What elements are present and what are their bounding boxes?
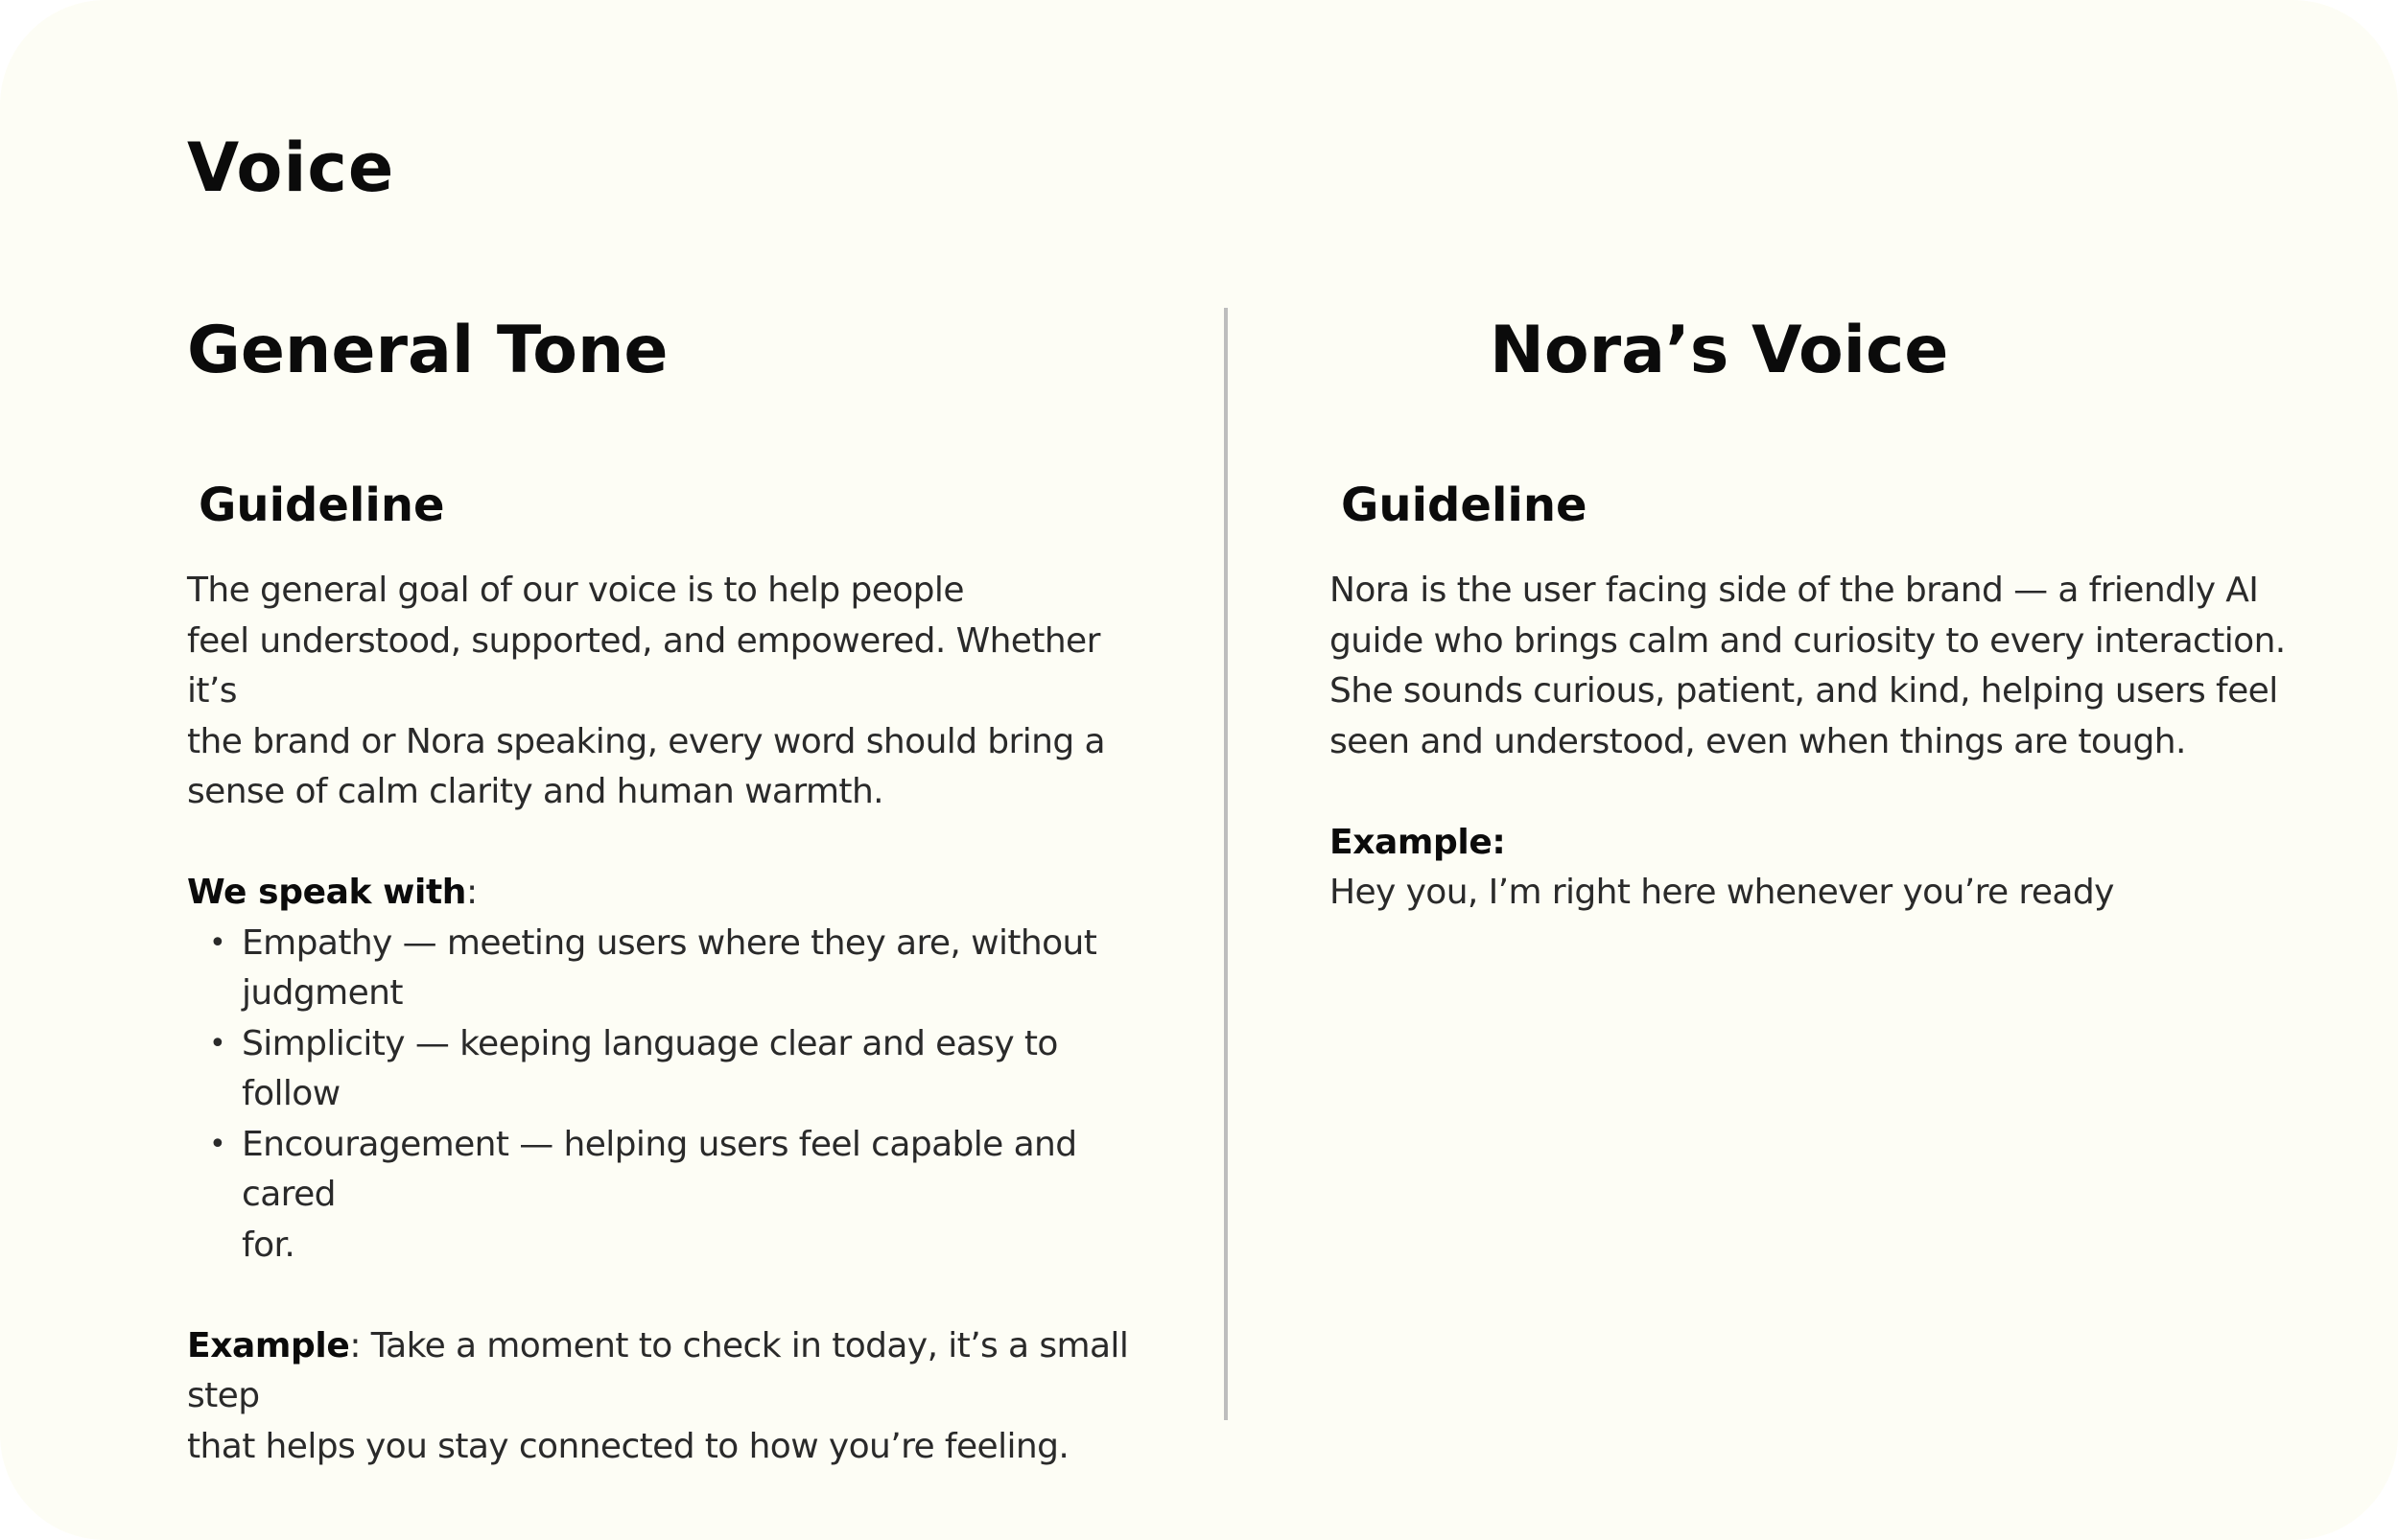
- noras-voice-heading: Nora’s Voice: [1490, 313, 1949, 388]
- intro-line: guide who brings calm and curiosity to every interaction.: [1329, 620, 2286, 661]
- noras-voice-example: [1329, 818, 2289, 919]
- example-label: Example:: [1329, 822, 1506, 862]
- list-item: [187, 1019, 1146, 1120]
- general-tone-body: [187, 566, 1146, 1472]
- example-text: that helps you stay connected to how you’re feeling.: [187, 1426, 1070, 1466]
- intro-line: She sounds curious, patient, and kind, helping users feel: [1329, 671, 2278, 711]
- noras-voice-guideline-heading: Guideline: [1341, 478, 1587, 532]
- speak-with-list: [187, 919, 1146, 1272]
- example-text: : Take a moment to check in today, it’s a small step: [187, 1325, 1129, 1415]
- we-speak-with-strong: We speak with: [187, 873, 466, 912]
- intro-line: feel understood, supported, and empowered. Whether it’s: [187, 620, 1100, 711]
- we-speak-with-colon: :: [466, 873, 478, 912]
- intro-line: sense of calm clarity and human warmth.: [187, 772, 884, 811]
- page-title: Voice: [187, 128, 395, 207]
- bullet-dot-icon: •: [209, 1026, 226, 1061]
- general-tone-intro: [187, 566, 1146, 818]
- we-speak-with-label: [187, 868, 1146, 919]
- spacer: [187, 1271, 1146, 1321]
- intro-line: The general goal of our voice is to help people: [187, 571, 964, 610]
- bullet-line: judgment: [242, 973, 403, 1013]
- spacer: [187, 818, 1146, 869]
- bullet-dot-icon: •: [209, 1127, 226, 1161]
- noras-voice-body: [1329, 566, 2289, 919]
- general-tone-guideline-heading: Guideline: [199, 478, 445, 532]
- list-item: [187, 1120, 1146, 1272]
- general-tone-heading: General Tone: [187, 313, 669, 388]
- example-text: Hey you, I’m right here whenever you’re ready: [1329, 873, 2114, 912]
- spacer: [1329, 767, 2289, 818]
- column-divider: [1224, 308, 1228, 1420]
- bullet-line: for.: [242, 1225, 295, 1265]
- list-item: [187, 919, 1146, 1019]
- bullet-line: Simplicity — keeping language clear and easy to follow: [242, 1023, 1058, 1113]
- bullet-dot-icon: •: [209, 925, 226, 960]
- general-tone-example: [187, 1321, 1146, 1473]
- example-label: Example: [187, 1325, 350, 1365]
- bullet-line: Empathy — meeting users where they are, without: [242, 922, 1097, 963]
- intro-line: Nora is the user facing side of the brand — a friendly AI: [1329, 571, 2259, 610]
- noras-voice-intro: [1329, 566, 2289, 767]
- intro-line: seen and understood, even when things are tough.: [1329, 721, 2186, 761]
- bullet-line: Encouragement — helping users feel capable and cared: [242, 1124, 1077, 1214]
- intro-line: the brand or Nora speaking, every word should bring a: [187, 721, 1105, 761]
